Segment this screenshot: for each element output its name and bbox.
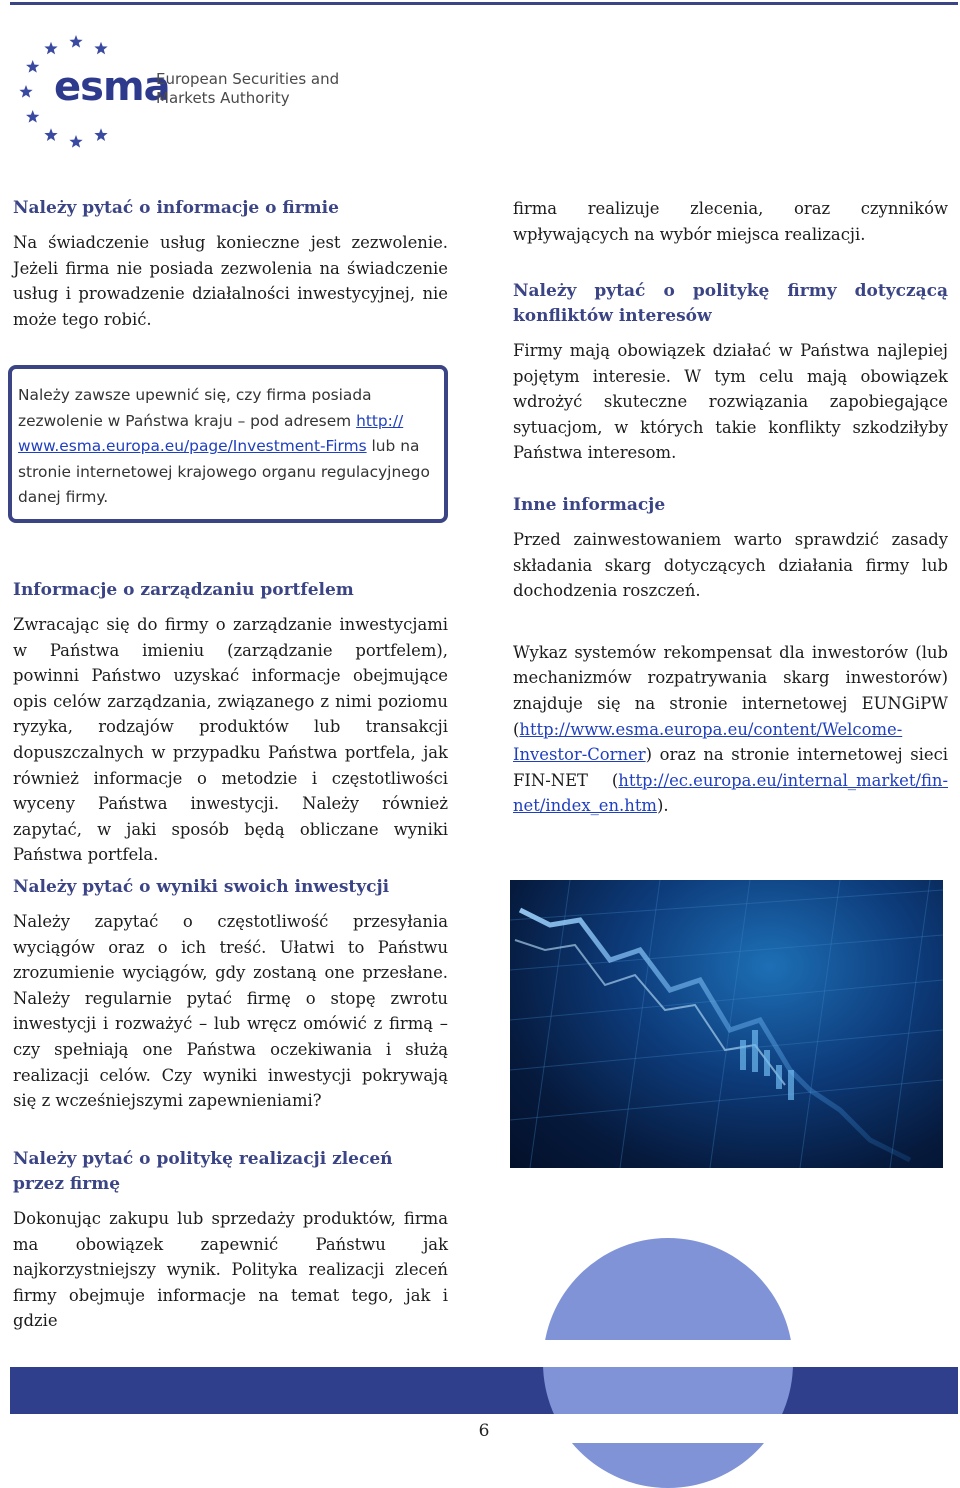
compensation-text-b: ) oraz na stronie internetowej sieci FIN-NET ( [513, 745, 948, 790]
heading-execution-policy: Należy pytać o politykę realizacji zleceń przez firmę [13, 1149, 393, 1194]
logo-wordmark: esma [54, 64, 170, 110]
heading-portfolio-management: Informacje o zarządzaniu portfelem [13, 580, 354, 600]
heading-firm-info: Należy pytać o informacje o firmie [13, 198, 339, 218]
paragraph-execution: Dokonując zakupu lub sprzedaży produktów, firma ma obowiązek zapewnić Państwu jak najkorzystniejszy wynik. Polityka realizacji zleceń firmy obejmuje informacje na temat tego, jak i gdzie [13, 1209, 448, 1331]
logo-star [26, 60, 39, 73]
page-number: 6 [478, 1421, 490, 1441]
paragraph-portfolio: Zwracając się do firmy o zarządzanie inwestycjami w Państwa imieniu (zarządzanie portfelem), powinni Państwo uzyskać informacje obejmujące opis celów zarządzania, związanego z nimi poziomu ryzyka, rodzajów produktów lub transakcji dopuszczalnych w przypadku Państwa portfela, jak również informacje o metodzie i częstotliwości wyceny Państwa inwestycji. Należy również zapytać, w jaki sposób będą obliczane wyniki Państwa portfela. [13, 615, 448, 865]
heading-investment-results: Należy pytać o wyniki swoich inwestycji [13, 877, 390, 897]
financial-chart-image [510, 880, 943, 1168]
paragraph-authorisation: Na świadczenie usług konieczne jest zezwolenie. Jeżeli firma nie posiada zezwolenia na świadczenie usług i prowadzenie działalności inwestycyjnej, nie może tego robić. [13, 233, 448, 329]
stock-chart-photo [510, 880, 943, 1168]
right-section-continuation [513, 196, 948, 247]
callout-text-before: Należy zawsze upewnić się, czy firma posiada zezwolenie w Państwa kraju – pod adresem [18, 386, 372, 430]
logo-line-2: Markets Authority [156, 89, 290, 107]
logo-star [94, 42, 107, 55]
callout-text [18, 383, 443, 511]
esma-investor-corner-link[interactable]: http://www.esma.europa.eu/content/Welcome-Investor-Corner [513, 719, 903, 765]
footer-spacer [10, 1340, 958, 1367]
heading-conflicts-of-interest: Należy pytać o politykę firmy dotyczącą konfliktów interesów [513, 281, 948, 326]
right-section-conflicts [513, 279, 948, 466]
paragraph-execution-continued: firma realizuje zlecenia, oraz czynników wpływających na wybór miejsca realizacji. [513, 199, 948, 244]
left-section-firm-info [13, 196, 448, 332]
logo-star [19, 85, 32, 98]
left-section-portfolio [13, 578, 448, 868]
fin-net-link[interactable]: http://ec.europa.eu/internal_market/fin-net/index_en.htm [513, 770, 948, 816]
left-section-results [13, 875, 448, 1114]
logo-line-1: European Securities and [156, 70, 340, 88]
compensation-text-a: Wykaz systemów rekompensat dla inwestorów (lub mechanizmów rozpatrywania skarg inwestorów) znajduje się na stronie internetowej EUNGiPW ( [513, 642, 948, 739]
top-rule [10, 2, 958, 5]
logo-star [26, 110, 39, 123]
heading-other-information: Inne informacje [513, 495, 666, 515]
right-section-other [513, 493, 948, 819]
left-section-execution [13, 1147, 448, 1334]
compensation-text-c: ). [656, 796, 669, 816]
paragraph-compensation-schemes [513, 640, 948, 819]
callout-text-after: lub na stronie internetowej krajowego organu regulacyjnego danej firmy. [18, 437, 430, 507]
logo-star [94, 128, 107, 141]
logo-star [44, 128, 57, 141]
footer-band [10, 1367, 958, 1414]
paragraph-complaints: Przed zainwestowaniem warto sprawdzić zasady składania skarg dotyczących działania firmy lub dochodzenia roszczeń. [513, 530, 948, 601]
esma-logo [8, 20, 340, 160]
logo-star [69, 135, 82, 148]
paragraph-results: Należy zapytać o częstotliwość przesyłania wyciągów oraz o ich treść. Ułatwi to Państwu zrozumienie wyciągów, gdy zostaną one przesłane. Należy regularnie pytać firmę o stopę zwrotu inwestycji i rozważyć – lub wręcz omówić z firmą – czy spełniają one Państwa oczekiwania i służą realizacji celów. Czy wyniki inwestycji pokrywają się z wcześniejszymi zapewnieniami? [13, 912, 448, 1111]
logo-star [69, 35, 82, 48]
logo-star [44, 42, 57, 55]
paragraph-conflicts: Firmy mają obowiązek działać w Państwa najlepiej pojętym interesie. W tym celu mają obowiązek wdrożyć skuteczne rozwiązania zapobiegające sytuacjom, w których takie konflikty szkodziłyby Państwa interesom. [513, 341, 948, 463]
investment-firms-link[interactable]: http:// www.esma.europa.eu/page/Investment-Firms [18, 411, 404, 456]
